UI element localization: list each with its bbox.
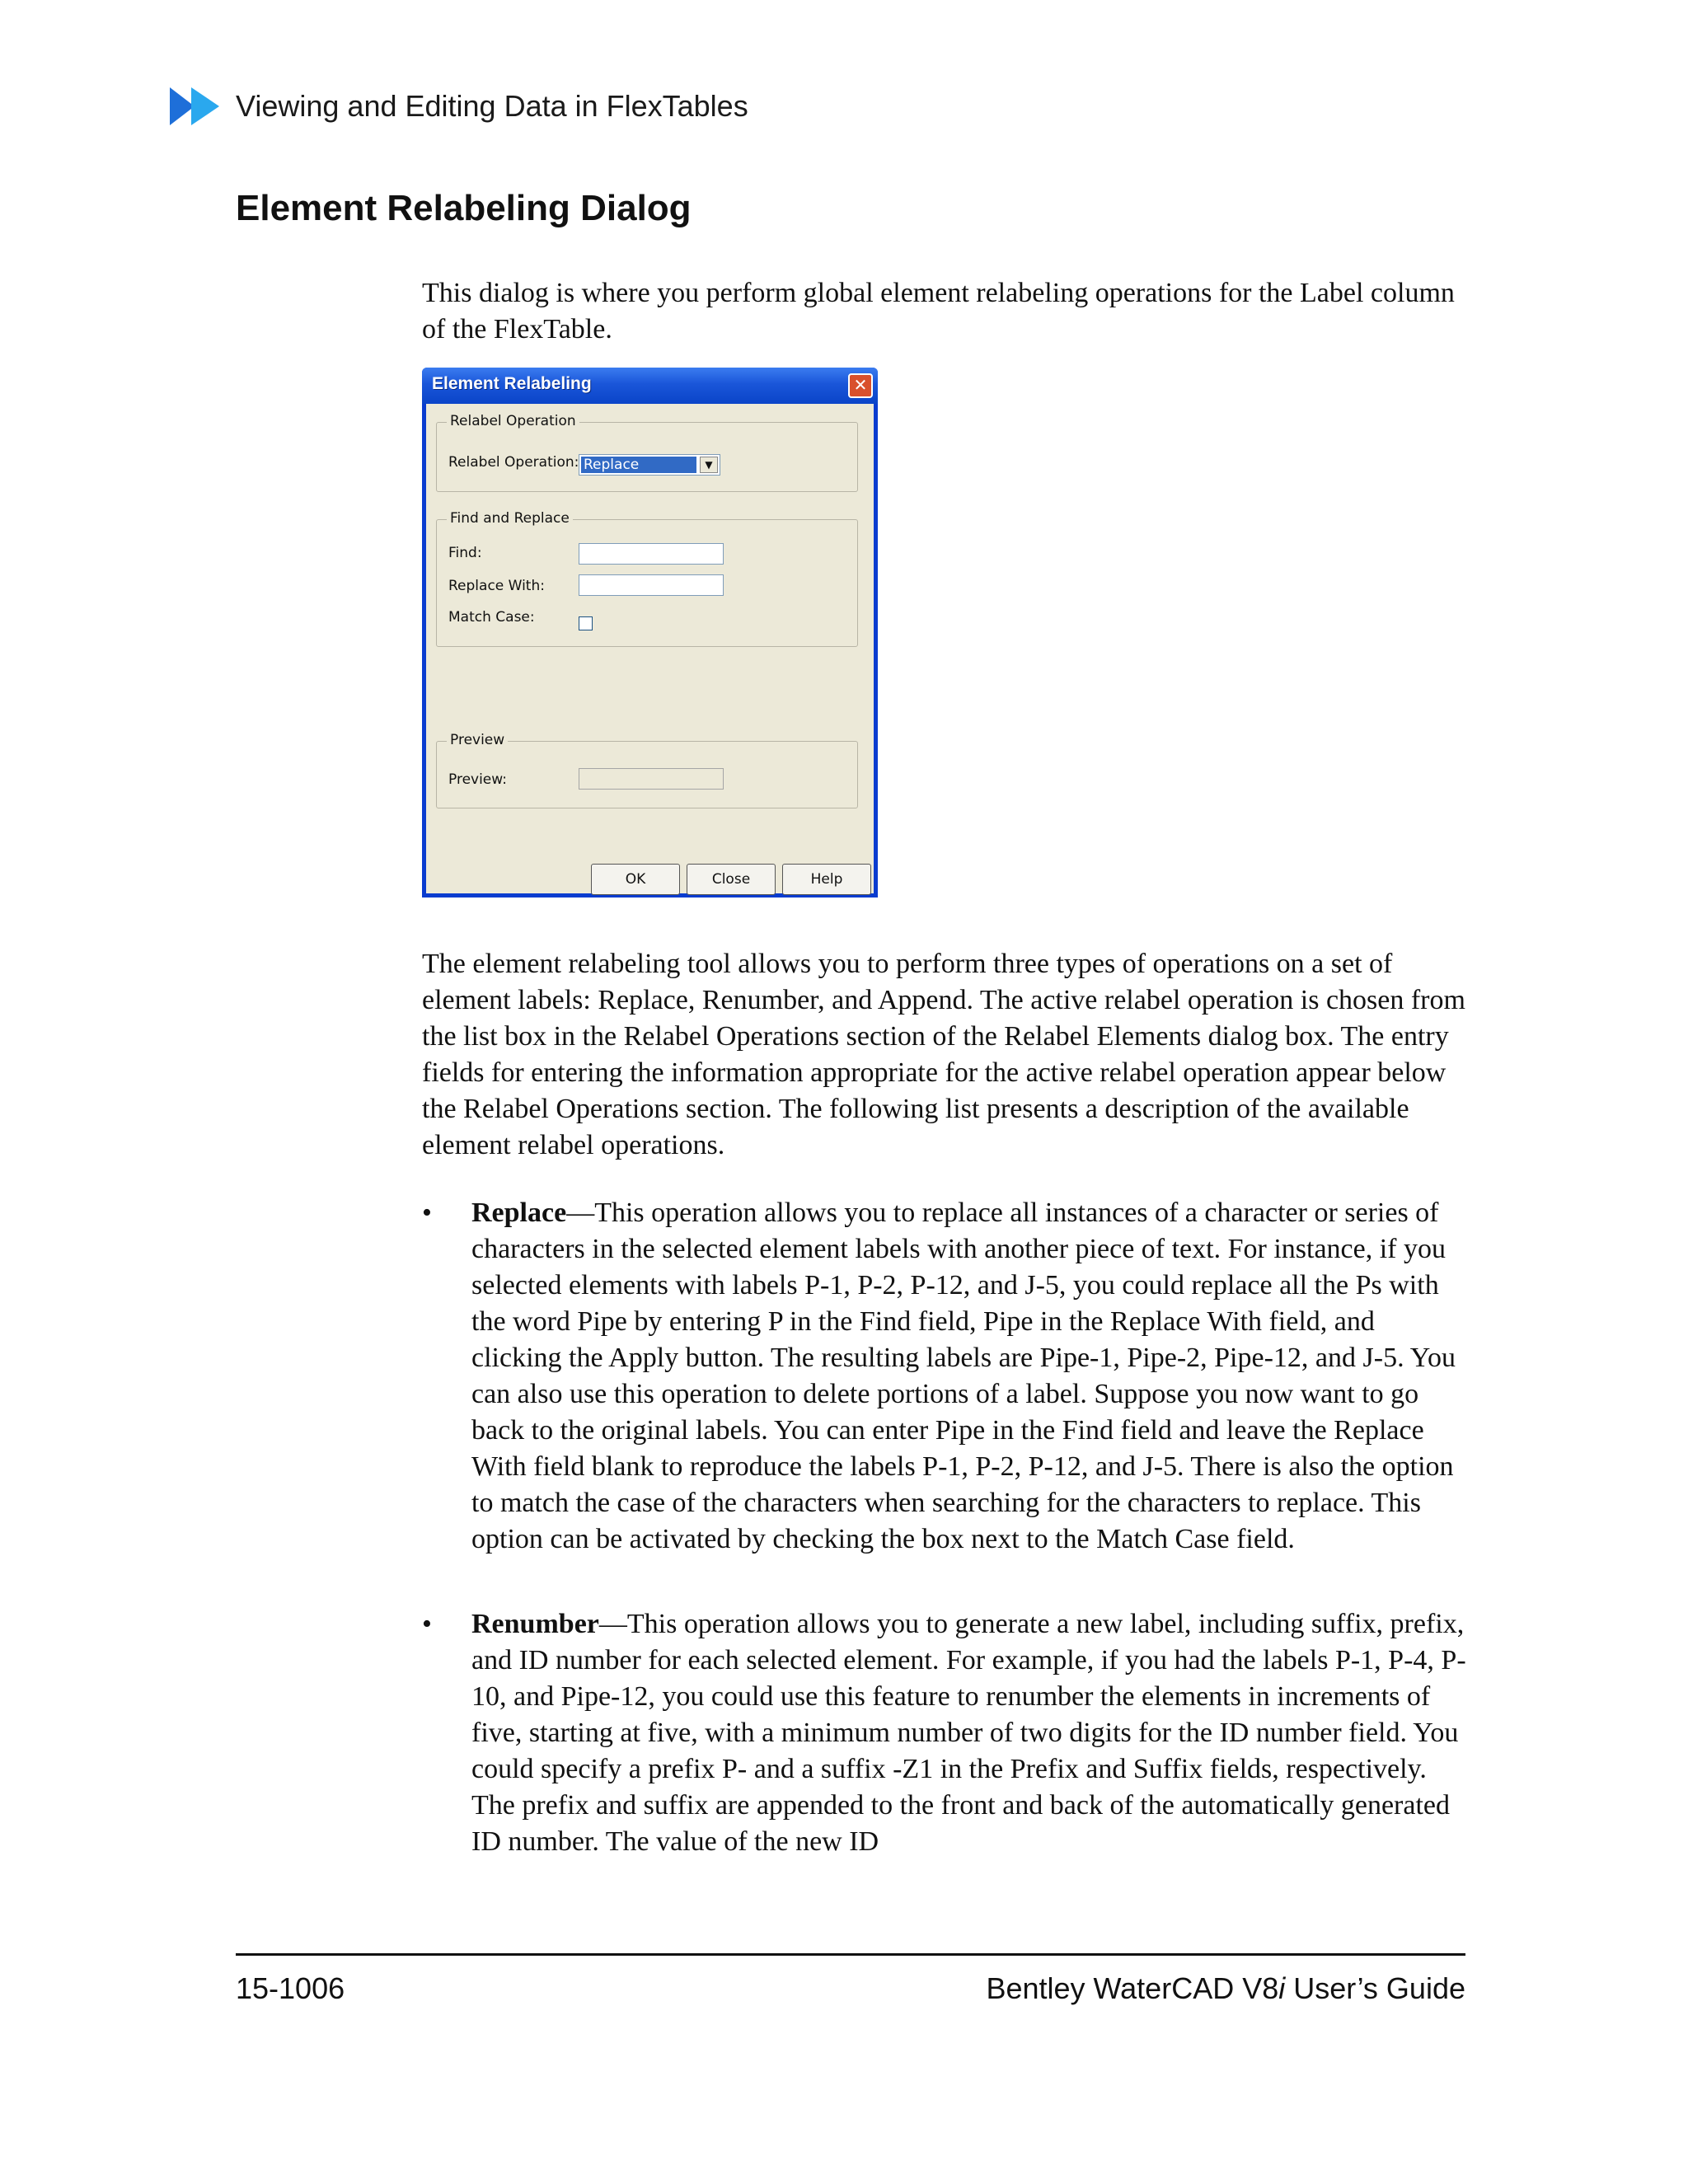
description-paragraph: The element relabeling tool allows you to perform three types of operations on a set of element labels: Replace, Renumber, and Append. The active relabel operation is chosen from the list box in the Relabel Operations section of the Relabel Elements dialog box. The entry fields for entering the information appropriate for the active relabel operation appear below the Relabel Operations section. The following list presents a description of the available element relabel operations. (422, 949, 1465, 1160)
dialog-body (426, 404, 874, 893)
find-replace-group (436, 510, 858, 647)
footer-rule (236, 1953, 1465, 1956)
preview-group (436, 732, 858, 808)
chevron-down-icon[interactable]: ▼ (700, 457, 718, 473)
relabel-operation-group (436, 413, 858, 492)
relabel-operation-value: Replace (581, 457, 696, 473)
find-label: Find: (448, 545, 482, 561)
bullet-marker: • (422, 1197, 432, 1228)
preview-field (579, 768, 724, 790)
bullet-item-renumber (422, 1606, 1469, 1862)
element-relabeling-dialog (422, 368, 878, 898)
bullet-term: Replace (471, 1197, 567, 1228)
intro-paragraph: This dialog is where you perform global element relabeling operations for the Label column of the FlexTable. (422, 278, 1455, 344)
close-button[interactable]: Close (687, 864, 776, 895)
bullet-text: —This operation allows you to replace all instances of a character or series of characters in the selected element labels with another piece of text. For instance, if you selected elements with labels P-1, P-2, P-12, and J-5, you could replace all the Ps with the word Pipe by entering P in the Find field, Pipe in the Replace With field, and clicking the Apply button. The resulting labels are Pipe-1, Pipe-2, Pipe-12, and J-5. You can also use this operation to delete portions of a label. Suppose you now want to go back to the original labels. You can enter Pipe in the Find field and leave the Replace With field blank to reproduce the labels P-1, P-2, P-12, and J-5. There is also the option to match the case of the characters when searching for the characters to replace. This option can be activated by checking the box next to the Match Case field. (471, 1197, 1456, 1554)
page-number: 15-1006 (236, 1971, 345, 2005)
section-title: Element Relabeling Dialog (236, 188, 692, 228)
dialog-titlebar (422, 368, 878, 404)
relabel-operation-legend: Relabel Operation (447, 413, 579, 429)
match-case-label: Match Case: (448, 609, 535, 626)
guide-title-prefix: Bentley WaterCAD V8 (986, 1971, 1279, 2005)
relabel-operation-label: Relabel Operation: (448, 454, 579, 471)
replace-with-label: Replace With: (448, 578, 545, 594)
guide-title-italic: i (1278, 1971, 1286, 2005)
ok-button[interactable]: OK (591, 864, 680, 895)
close-icon[interactable]: ✕ (848, 373, 873, 398)
bullet-item-replace (422, 1195, 1469, 1591)
help-button[interactable]: Help (782, 864, 871, 895)
bullet-marker: • (422, 1609, 432, 1639)
replace-with-input[interactable] (579, 574, 724, 596)
guide-title-suffix: User’s Guide (1285, 1971, 1465, 2005)
guide-title (986, 1971, 1465, 2006)
find-replace-legend: Find and Replace (447, 510, 573, 527)
find-input[interactable] (579, 543, 724, 565)
bullet-term: Renumber (471, 1609, 599, 1639)
preview-legend: Preview (447, 732, 508, 748)
match-case-checkbox[interactable] (579, 616, 593, 630)
relabel-operation-select[interactable] (579, 454, 720, 476)
running-header: Viewing and Editing Data in FlexTables (236, 89, 748, 123)
dialog-title: Element Relabeling (432, 374, 592, 393)
double-chevron-icon (170, 87, 223, 125)
preview-label: Preview: (448, 771, 507, 788)
bullet-text: —This operation allows you to generate a new label, including suffix, prefix, and ID number for each selected element. For example, if you had the labels P-1, P-4, P-10, and Pipe-12, you could use this feature to renumber the elements in increments of five, starting at five, with a minimum number of two digits for the ID number field. You could specify a prefix P- and a suffix -Z1 in the Prefix and Suffix fields, respectively. The prefix and suffix are appended to the front and back of the automatically generated ID number. The value of the new ID (471, 1609, 1466, 1857)
